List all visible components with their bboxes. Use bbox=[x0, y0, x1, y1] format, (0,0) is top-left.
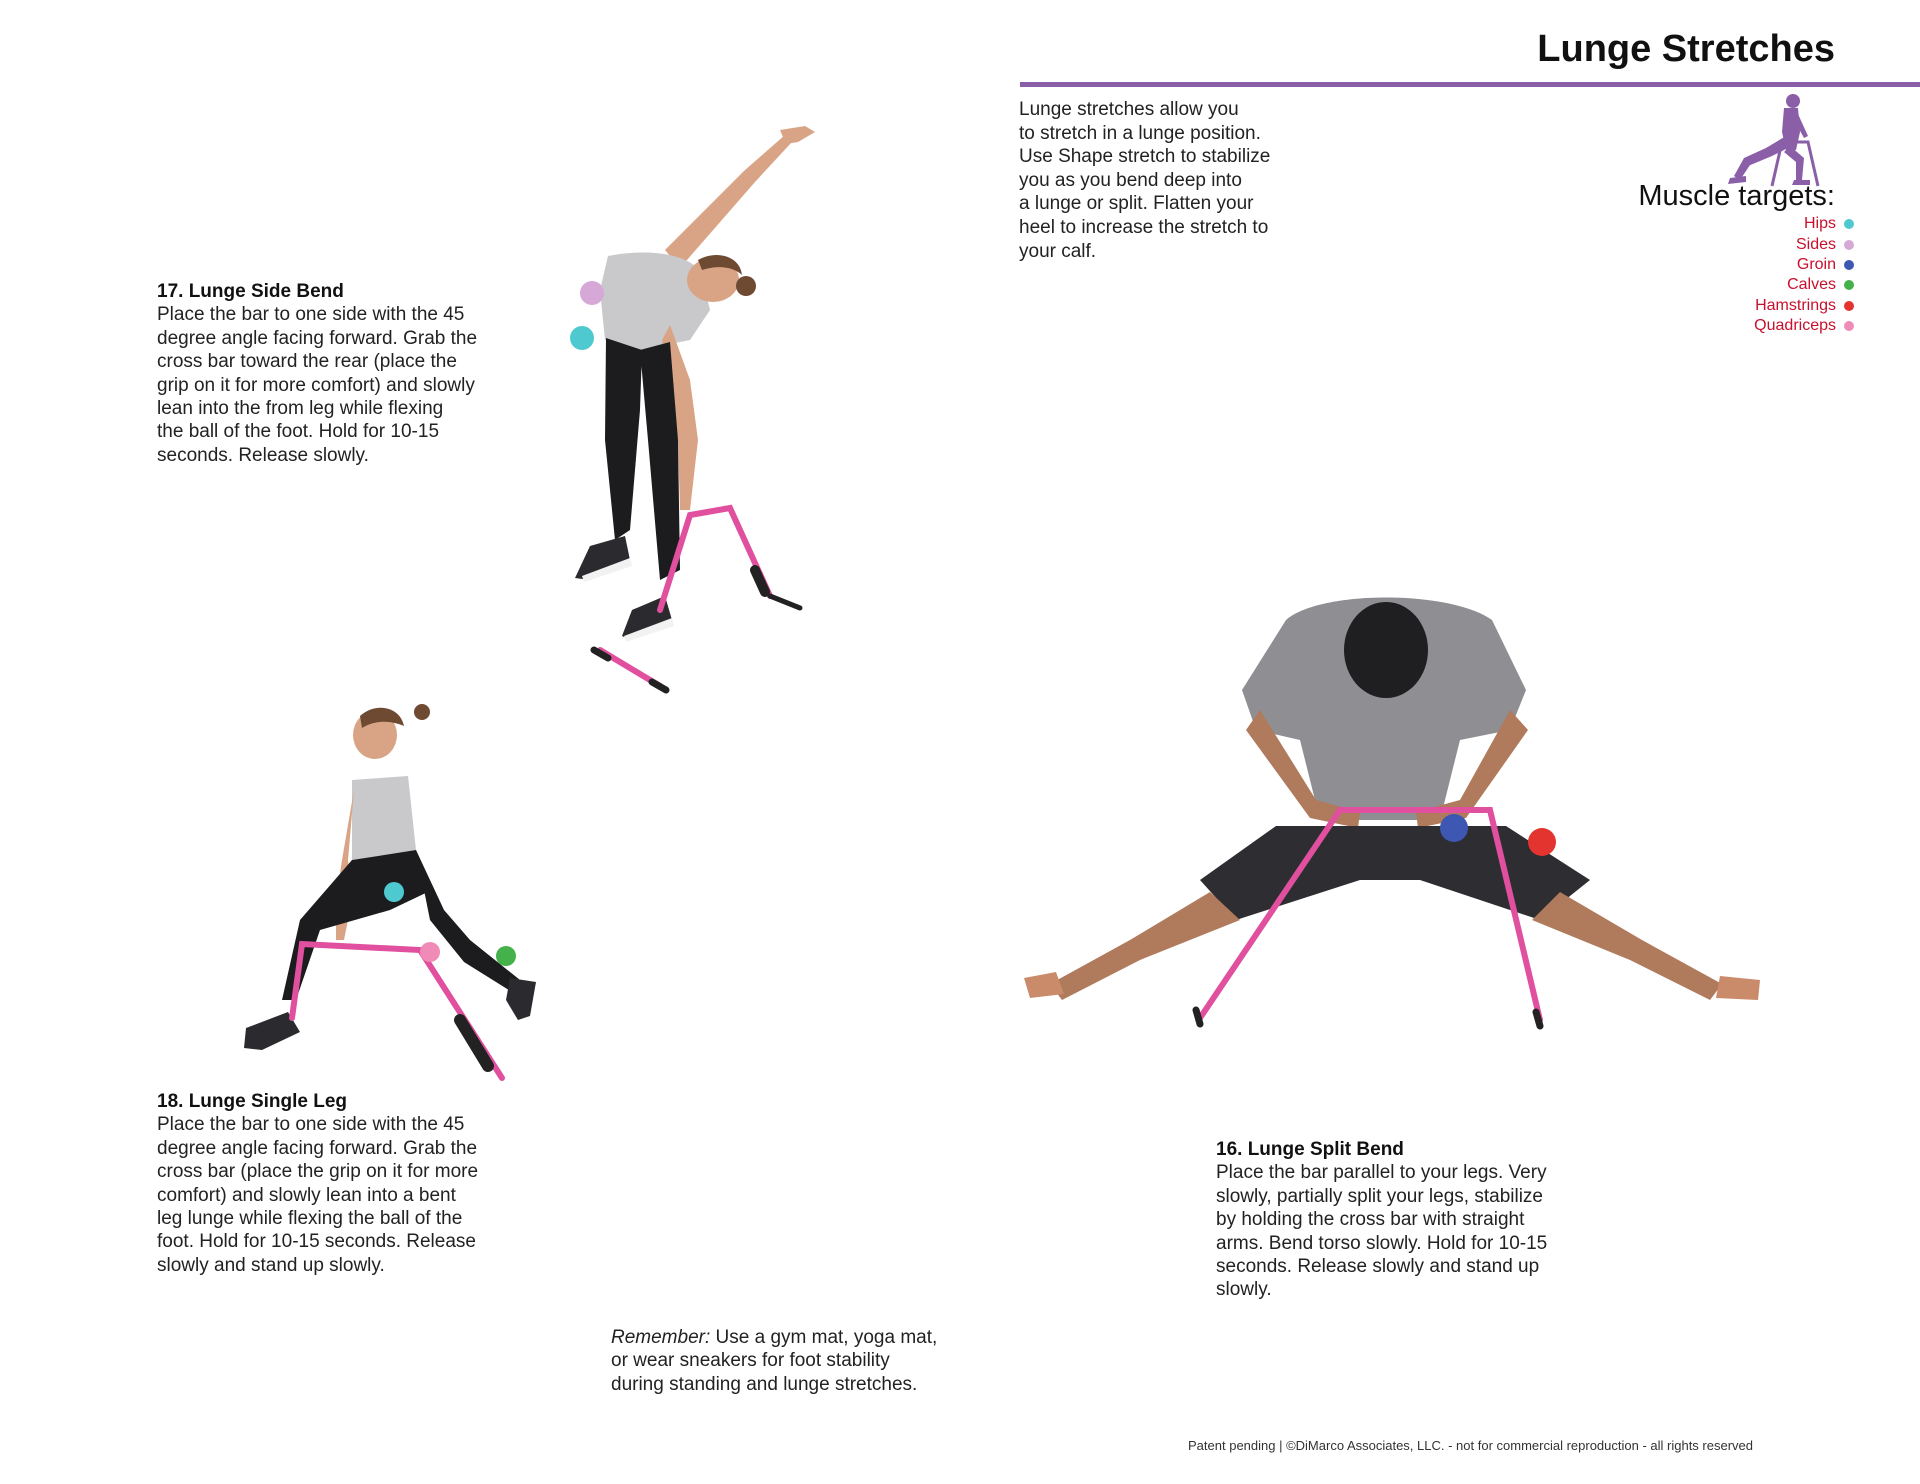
exercise-16-title: 16. Lunge Split Bend bbox=[1216, 1139, 1404, 1160]
title-underline bbox=[1020, 82, 1920, 87]
page-title: Lunge Stretches bbox=[1537, 28, 1835, 70]
lunge-single-leg-photo bbox=[240, 700, 580, 1090]
remember-lead: Remember: bbox=[611, 1327, 711, 1348]
target-label: Hips bbox=[1803, 215, 1836, 233]
target-label: Hamstrings bbox=[1755, 296, 1836, 314]
exercise-17-text: Place the bar to one side with the 45 degree angle facing forward. Grab the cross bar toward the rear (place the grip on it for more comfort) and slowly lean into the from leg while flexing the ball of the foot. Hold for 10-15 seconds. Release slowly. bbox=[157, 304, 478, 466]
intro-text: Lunge stretches allow you to stretch in a lunge position. Use Shape stretch to stabilize you as you bend deep into a lunge or split. Flatten your heel to increase the stretch to your calf. bbox=[1019, 99, 1271, 262]
lunge-silhouette-icon bbox=[1726, 92, 1821, 188]
lunge-side-bend-photo bbox=[530, 110, 910, 700]
target-calves bbox=[1600, 275, 1854, 295]
muscle-targets-legend bbox=[1600, 214, 1854, 336]
target-label: Groin bbox=[1796, 255, 1836, 273]
hamstrings-dot-icon bbox=[1844, 301, 1854, 311]
remember-note bbox=[611, 1326, 971, 1396]
lunge-split-bend-photo bbox=[1020, 580, 1780, 1040]
copyright-footer: Patent pending | ©DiMarco Associates, LLC. - not for commercial reproduction - all rights reserved bbox=[1188, 1438, 1753, 1453]
exercise-16-text: Place the bar parallel to your legs. Very slowly, partially split your legs, stabilize by holding the cross bar with straight arms. Bend torso slowly. Hold for 10-15 seconds. Release slowly and stand up slowly. bbox=[1216, 1162, 1548, 1301]
exercise-17-block bbox=[157, 280, 517, 467]
target-hamstrings bbox=[1600, 296, 1854, 316]
target-label: Calves bbox=[1787, 276, 1836, 294]
exercise-16-block bbox=[1216, 1138, 1591, 1302]
hips-dot-icon bbox=[1844, 219, 1854, 229]
calves-dot-icon bbox=[1844, 280, 1854, 290]
groin-dot-icon bbox=[1844, 260, 1854, 270]
target-label: Quadriceps bbox=[1754, 317, 1836, 335]
target-groin bbox=[1600, 255, 1854, 275]
target-hips bbox=[1600, 214, 1854, 234]
muscle-targets-title: Muscle targets: bbox=[1638, 180, 1835, 212]
exercise-17-title: 17. Lunge Side Bend bbox=[157, 281, 344, 302]
exercise-18-text: Place the bar to one side with the 45 degree angle facing forward. Grab the cross bar (place the grip on it for more comfort) and slowly lean into a bent leg lunge while flexing the ball of the foot. Hold for 10-15 seconds. Release slowly and stand up slowly. bbox=[157, 1114, 479, 1276]
exercise-18-title: 18. Lunge Single Leg bbox=[157, 1091, 348, 1112]
remember-text: Use a gym mat, yoga mat, or wear sneakers for foot stability during standing and lunge stretches. bbox=[611, 1327, 938, 1395]
quadriceps-dot-icon bbox=[1844, 321, 1854, 331]
sides-dot-icon bbox=[1844, 240, 1854, 250]
exercise-18-block bbox=[157, 1090, 517, 1277]
target-quadriceps bbox=[1600, 316, 1854, 336]
target-label: Sides bbox=[1795, 235, 1836, 253]
target-sides bbox=[1600, 234, 1854, 254]
